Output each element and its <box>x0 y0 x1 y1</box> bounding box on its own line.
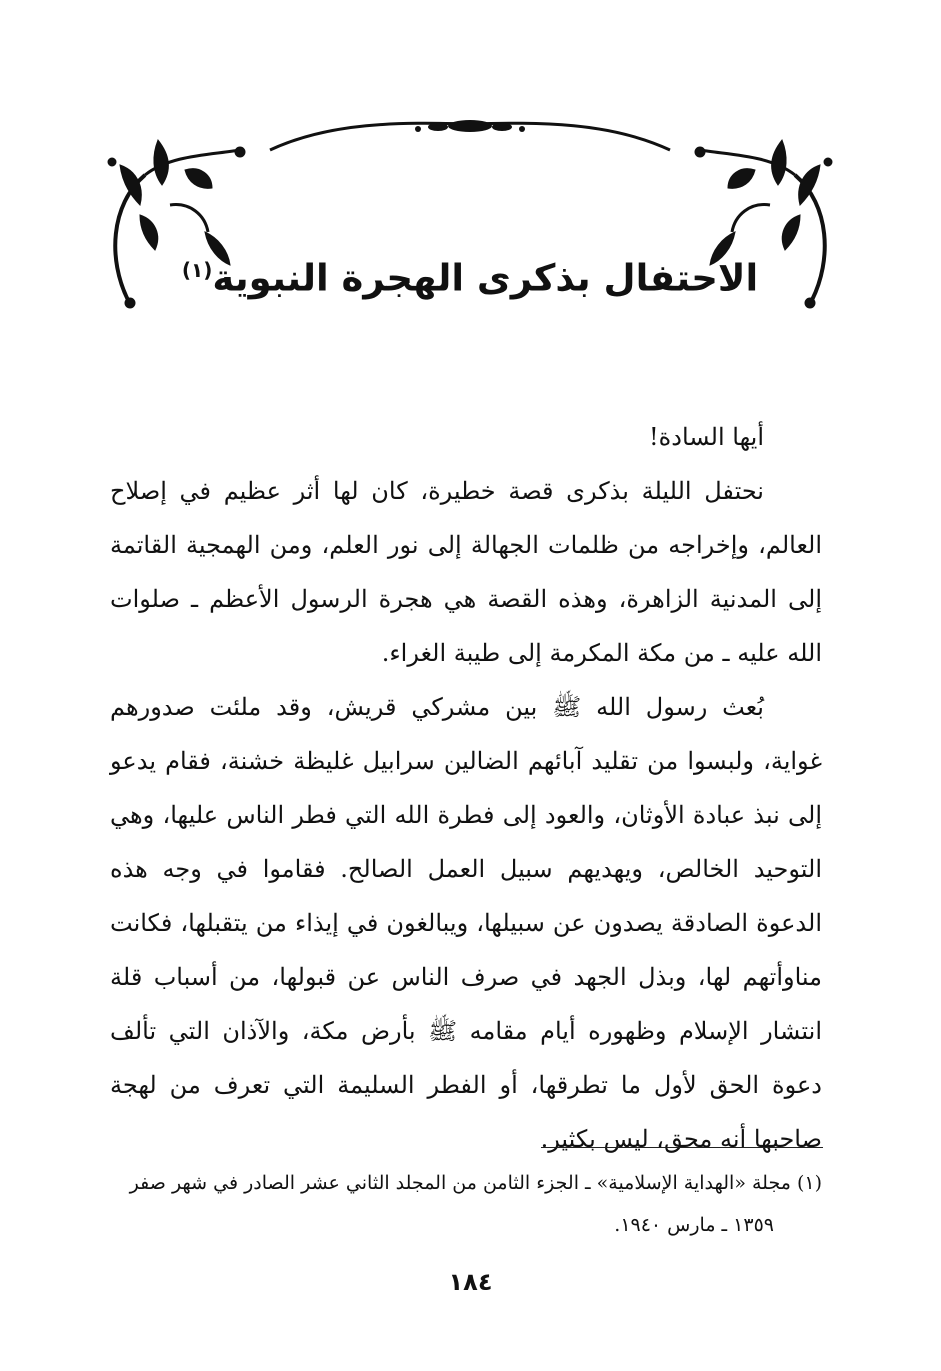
greeting-line: أيها السادة! <box>649 423 764 451</box>
central-flourish-icon <box>415 120 525 132</box>
body-text <box>110 410 822 1166</box>
paragraph-2: بُعث رسول الله ﷺ بين مشركي قريش، وقد ملئت صدورهم غواية، ولبسوا من تقليد آبائهم الضالين سرابيل غليظة خشنة، فقام يدعو إلى نبذ عبادة الأوثان، والعود إلى فطرة الله التي فطر الناس عليها، وهي التوحيد الخالص، ويهديهم سبيل العمل الصالح. فقاموا في وجه هذه الدعوة الصادقة يصدون عن سبيلها، ويبالغون في إيذاء من يتقبلها، فكانت مناوأتهم لها، وبذل الجهد في صرف الناس عن قبولها، من أسباب قلة انتشار الإسلام وظهوره أيام مقامه ﷺ بأرض مكة، والآذان التي تألف دعوة الحق لأول ما تطرقها، أو الفطر السليمة التي تعرف من لهجة صاحبها أنه محق، ليس بكثير. <box>110 693 822 1153</box>
footnote <box>110 1162 822 1246</box>
chapter-title-text: الاحتفال بذكرى الهجرة النبوية <box>212 256 759 300</box>
paragraph-1: نحتفل الليلة بذكرى قصة خطيرة، كان لها أثر عظيم في إصلاح العالم، وإخراجه من ظلمات الجهالة إلى نور العلم، ومن الهمجية القاتمة إلى المدنية الزاهرة، وهذه القصة هي هجرة الرسول الأعظم ـ صلوات الله عليه ـ من مكة المكرمة إلى طيبة الغراء. <box>110 477 822 667</box>
chapter-title <box>150 240 790 308</box>
footnote-divider <box>541 1147 823 1148</box>
footnote-line-2: ١٣٥٩ ـ مارس ١٩٤٠. <box>614 1214 774 1236</box>
footnote-line-1: (١) مجلة «الهداية الإسلامية» ـ الجزء الثامن من المجلد الثاني عشر الصادر في شهر صفر <box>129 1172 822 1194</box>
page-number: ١٨٤ <box>448 1268 493 1296</box>
title-footnote-marker: (١) <box>181 258 213 282</box>
